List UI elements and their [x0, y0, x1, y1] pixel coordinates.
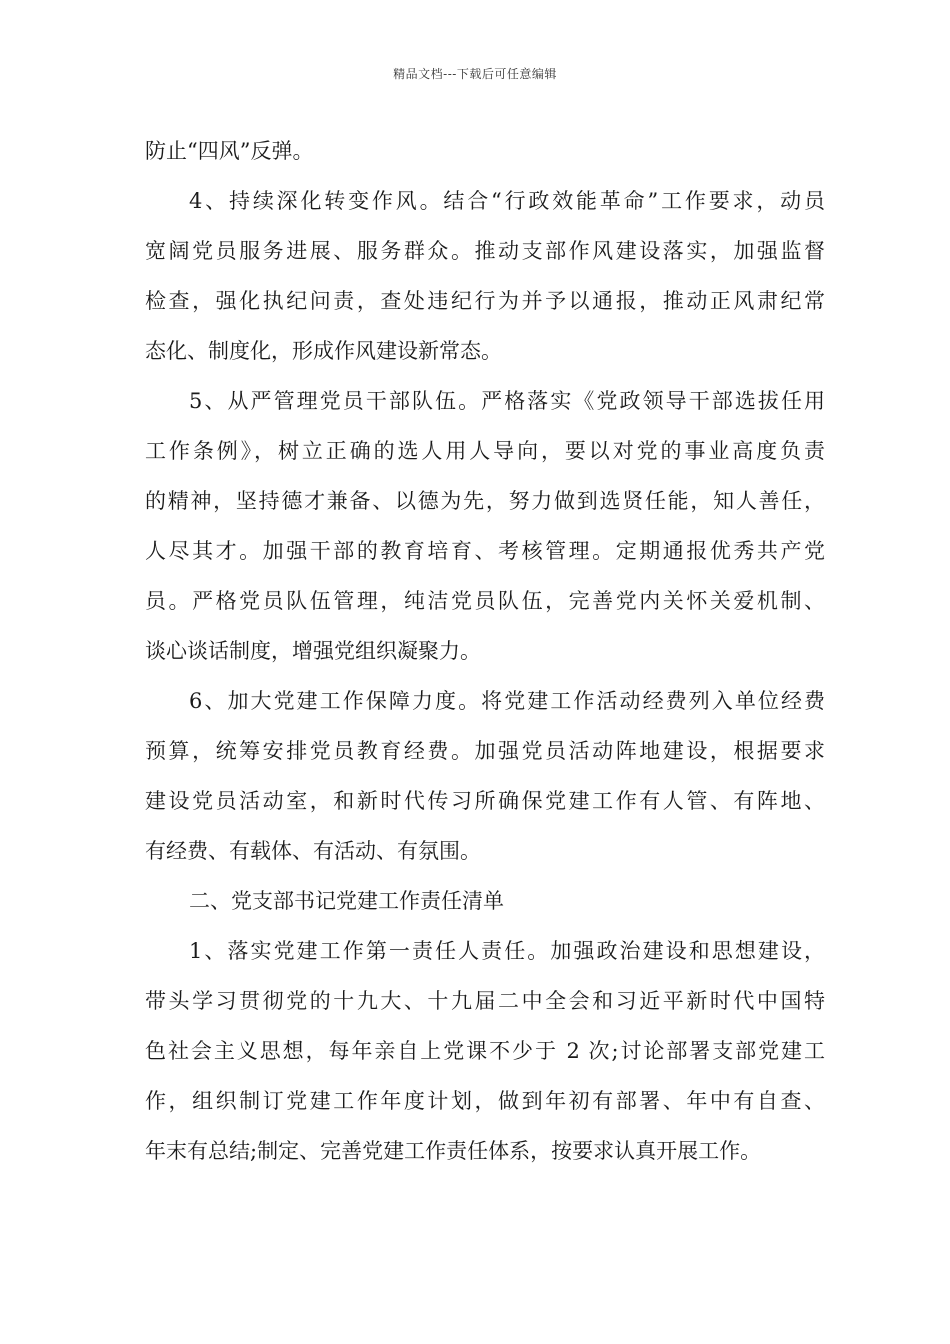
paragraph-line: 的精神，坚持德才兼备、以德为先，努力做到选贤任能，知人善任， — [145, 489, 825, 513]
paragraph-line: 有经费、有载体、有活动、有氛围。 — [145, 839, 481, 863]
paragraph-line: 谈心谈话制度，增强党组织凝聚力。 — [145, 639, 481, 663]
paragraph-line: 宽阔党员服务进展、服务群众。推动支部作风建设落实，加强监督 — [145, 239, 825, 263]
paragraph-line: 作，组织制订党建工作年度计划，做到年初有部署、年中有自查、 — [145, 1089, 825, 1113]
paragraph — [145, 876, 825, 926]
paragraph-line: 防止“四风”反弹。 — [145, 139, 314, 163]
paragraph-line: 态化、制度化，形成作风建设新常态。 — [145, 339, 502, 363]
paragraph-line: 员。严格党员队伍管理，纯洁党员队伍，完善党内关怀关爱机制、 — [145, 589, 825, 613]
paragraph-line: 1、落实党建工作第一责任人责任。加强政治建设和思想建设， — [189, 939, 825, 963]
paragraph-line: 色社会主义思想，每年亲自上党课不少于 2 次;讨论部署支部党建工 — [145, 1039, 825, 1063]
paragraph-line: 带头学习贯彻党的十九大、十九届二中全会和习近平新时代中国特 — [145, 989, 825, 1013]
paragraph — [145, 676, 825, 876]
paragraph-line: 4、持续深化转变作风。结合“行政效能革命”工作要求，动员 — [189, 189, 825, 213]
paragraph — [145, 176, 825, 376]
paragraph-line: 建设党员活动室，和新时代传习所确保党建工作有人管、有阵地、 — [145, 789, 825, 813]
paragraph-line: 年末有总结;制定、完善党建工作责任体系，按要求认真开展工作。 — [145, 1139, 762, 1163]
paragraph — [145, 376, 825, 676]
paragraph-line: 5、从严管理党员干部队伍。严格落实《党政领导干部选拔任用 — [189, 389, 825, 413]
paragraph — [145, 126, 825, 176]
page-header: 精品文档---下载后可任意编辑 — [393, 67, 557, 81]
paragraph-line: 6、加大党建工作保障力度。将党建工作活动经费列入单位经费 — [189, 689, 825, 713]
document-body — [145, 126, 825, 1176]
paragraph — [145, 926, 825, 1176]
paragraph-line: 预算，统筹安排党员教育经费。加强党员活动阵地建设，根据要求 — [145, 739, 825, 763]
paragraph-line: 二、党支部书记党建工作责任清单 — [189, 889, 504, 913]
paragraph-line: 人尽其才。加强干部的教育培育、考核管理。定期通报优秀共产党 — [145, 539, 825, 563]
paragraph-line: 检查，强化执纪问责，查处违纪行为并予以通报，推动正风肃纪常 — [145, 289, 825, 313]
paragraph-line: 工作条例》，树立正确的选人用人导向，要以对党的事业高度负责 — [145, 439, 825, 463]
